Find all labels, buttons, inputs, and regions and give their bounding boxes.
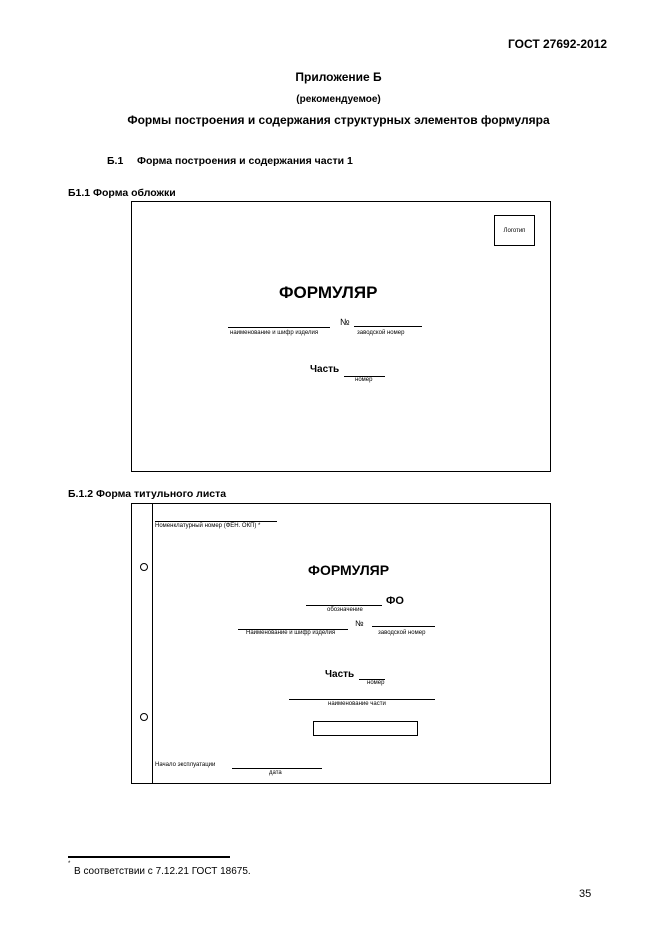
title-page-number-sign: № xyxy=(355,619,364,628)
nomenclature-label: Номенклатурный номер (ФЕН. ОКП) * xyxy=(155,523,261,529)
binding-hole-top xyxy=(140,563,148,571)
designation-line xyxy=(306,605,382,606)
cover-part-label: Часть xyxy=(310,364,340,375)
fo-label: ФО xyxy=(386,595,404,607)
cover-title: ФОРМУЛЯР xyxy=(279,283,378,302)
date-caption: дата xyxy=(269,770,282,776)
title-page-serial-line xyxy=(372,626,435,627)
part-name-caption: наименование части xyxy=(328,701,386,707)
logo-box xyxy=(494,215,535,246)
appendix-title: Приложение Б xyxy=(295,70,382,84)
nomenclature-line xyxy=(155,521,277,522)
cover-name-line xyxy=(228,327,330,328)
part-name-line xyxy=(289,699,435,700)
footnote-separator xyxy=(68,856,230,858)
operation-start-line xyxy=(232,768,322,769)
title-page-caption-serial: заводской номер xyxy=(378,630,426,636)
footnote-mark: * xyxy=(68,861,71,867)
appendix-heading: Формы построения и содержания структурных элементов формуляра xyxy=(127,113,550,127)
title-page-caption-name: Наименование и шифр изделия xyxy=(246,630,336,636)
title-page-form-label: Б.1.2 Форма титульного листа xyxy=(68,488,227,500)
footnote-text: В соответствии с 7.12.21 ГОСТ 18675. xyxy=(74,866,251,877)
cover-number-sign: № xyxy=(340,317,350,327)
section-title: Форма построения и содержания части 1 xyxy=(137,155,353,167)
binding-margin-line xyxy=(152,504,153,783)
cover-caption-serial: заводской номер xyxy=(357,330,405,336)
section-number: Б.1 xyxy=(107,155,124,167)
stamp-box xyxy=(313,721,418,736)
title-page-title: ФОРМУЛЯР xyxy=(308,562,390,578)
title-page-frame xyxy=(131,503,551,784)
document-code: ГОСТ 27692-2012 xyxy=(508,37,608,51)
page-number: 35 xyxy=(579,888,592,900)
operation-start-label: Начало эксплуатации xyxy=(155,762,216,768)
cover-part-caption: номер xyxy=(355,377,373,383)
binding-hole-bottom xyxy=(140,713,148,721)
title-page-part-caption: номер xyxy=(367,680,385,686)
designation-caption: обозначение xyxy=(327,607,363,613)
appendix-subtitle: (рекомендуемое) xyxy=(296,94,381,105)
cover-form-label: Б1.1 Форма обложки xyxy=(68,187,176,199)
cover-serial-line xyxy=(354,326,422,327)
cover-frame xyxy=(131,201,551,472)
title-page-part-label: Часть xyxy=(325,669,355,680)
logo-label: Логотип xyxy=(503,228,526,234)
cover-caption-name: наименование и шифр изделия xyxy=(230,330,319,336)
